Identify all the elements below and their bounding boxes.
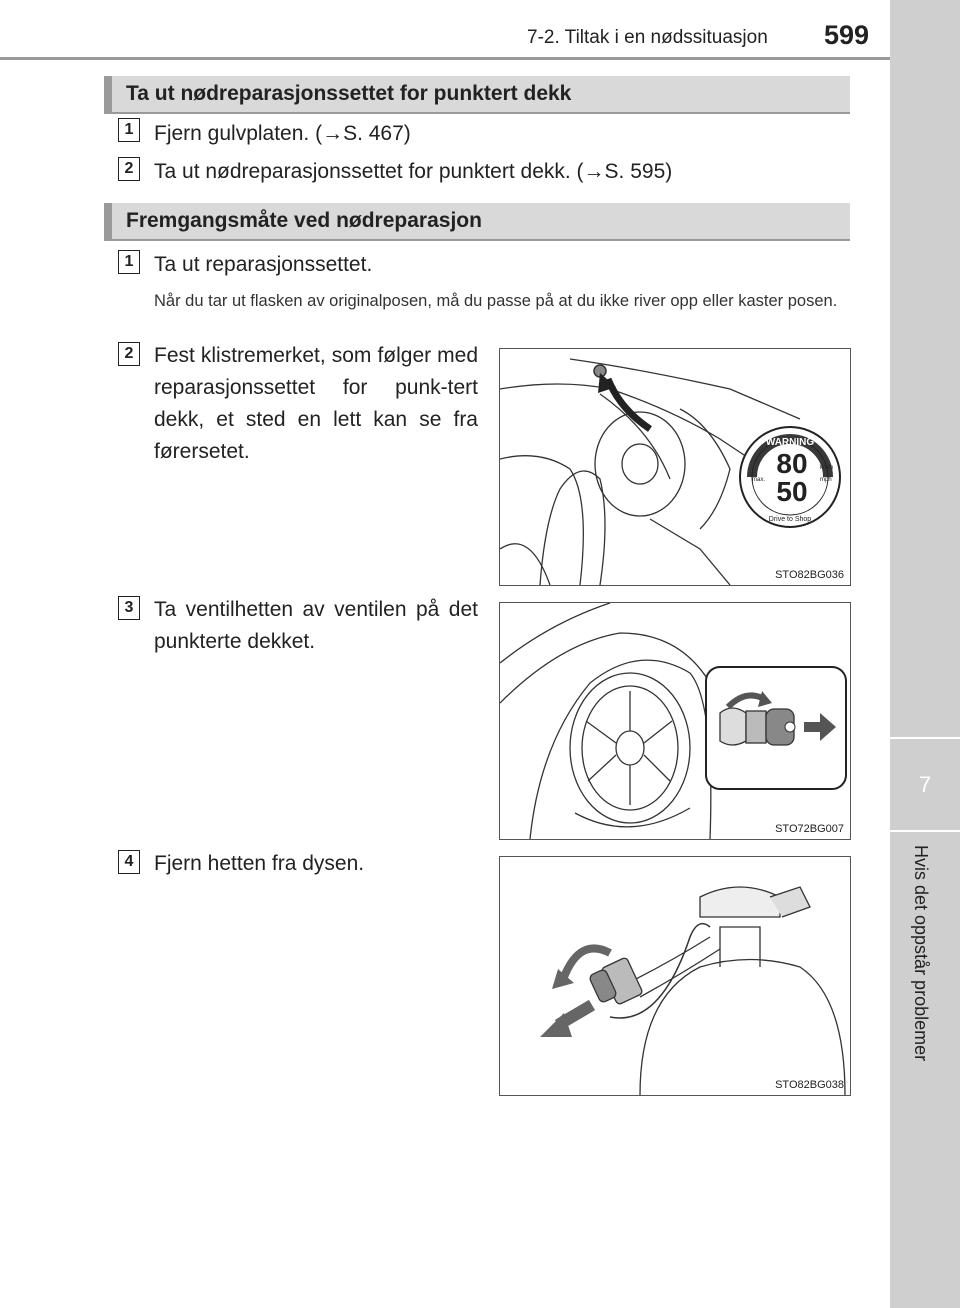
step-number: 3 <box>118 596 140 620</box>
section-heading <box>104 203 850 241</box>
step-number: 1 <box>118 118 140 142</box>
step-note: Når du tar ut flasken av originalposen, må du passe på at du ikke river opp eller kaster posen. <box>154 292 838 310</box>
figure-nozzle-cap <box>499 856 851 1096</box>
figure-caption: STO82BG038 <box>775 1079 844 1091</box>
tab-divider <box>890 737 960 739</box>
step-text: Ta ut nødreparasjonssettet for punktert dekk. (→S. 595) <box>154 160 673 183</box>
header-rule <box>0 57 890 60</box>
sticker-unit-mph: mph <box>820 477 832 483</box>
figure-caption: STO72BG007 <box>775 823 844 835</box>
figure-sticker-placement <box>499 348 851 586</box>
valve-cap-detail <box>720 708 795 745</box>
chapter-label-wrap <box>910 845 940 1175</box>
step-text: Fjern gulvplaten. (→S. 467) <box>154 122 411 145</box>
sticker-speed-mph: 50 <box>776 476 808 507</box>
step-number: 2 <box>118 157 140 181</box>
step-number: 1 <box>118 250 140 274</box>
sticker-top-word: WARNING <box>765 437 815 448</box>
figure-valve-cap <box>499 602 851 840</box>
step-text: Ta ventilhetten av ventilen på det punkterte dekket. <box>154 598 478 653</box>
sticker-speed-kmh: 80 <box>776 448 808 479</box>
sticker-max-label: max. <box>752 477 766 483</box>
running-head: 7-2. Tiltak i en nødssituasjon <box>527 27 768 48</box>
sticker-unit-kmh: km/h <box>820 465 834 471</box>
chapter-number: 7 <box>890 760 960 810</box>
tab-divider <box>890 830 960 832</box>
section-title: Ta ut nødreparasjonssettet for punktert dekk <box>126 82 572 105</box>
warning-sticker <box>740 427 840 527</box>
step-text: Fjern hetten fra dysen. <box>154 852 365 875</box>
wheel-valve-illustration <box>500 603 850 839</box>
section-heading <box>104 76 850 114</box>
bottle-nozzle-illustration <box>500 857 850 1095</box>
car-interior-illustration <box>500 349 850 585</box>
section-title: Fremgangsmåte ved nødreparasjon <box>126 209 482 232</box>
step-number: 4 <box>118 850 140 874</box>
sticker-bottom-word: Drive to Shop <box>768 516 812 523</box>
step-text: Fest klistremerket, som følger med reparasjonssettet for punk-tert dekk, et sted en lett kan se fra førersetet. <box>154 344 478 463</box>
step-number: 2 <box>118 342 140 366</box>
step-text: Ta ut reparasjonssettet. <box>154 253 373 276</box>
chapter-label: Hvis det oppstår problemer <box>911 845 931 1062</box>
figure-caption: STO82BG036 <box>775 569 844 581</box>
page-number: 599 <box>824 20 870 50</box>
nozzle-cap <box>589 957 644 1005</box>
